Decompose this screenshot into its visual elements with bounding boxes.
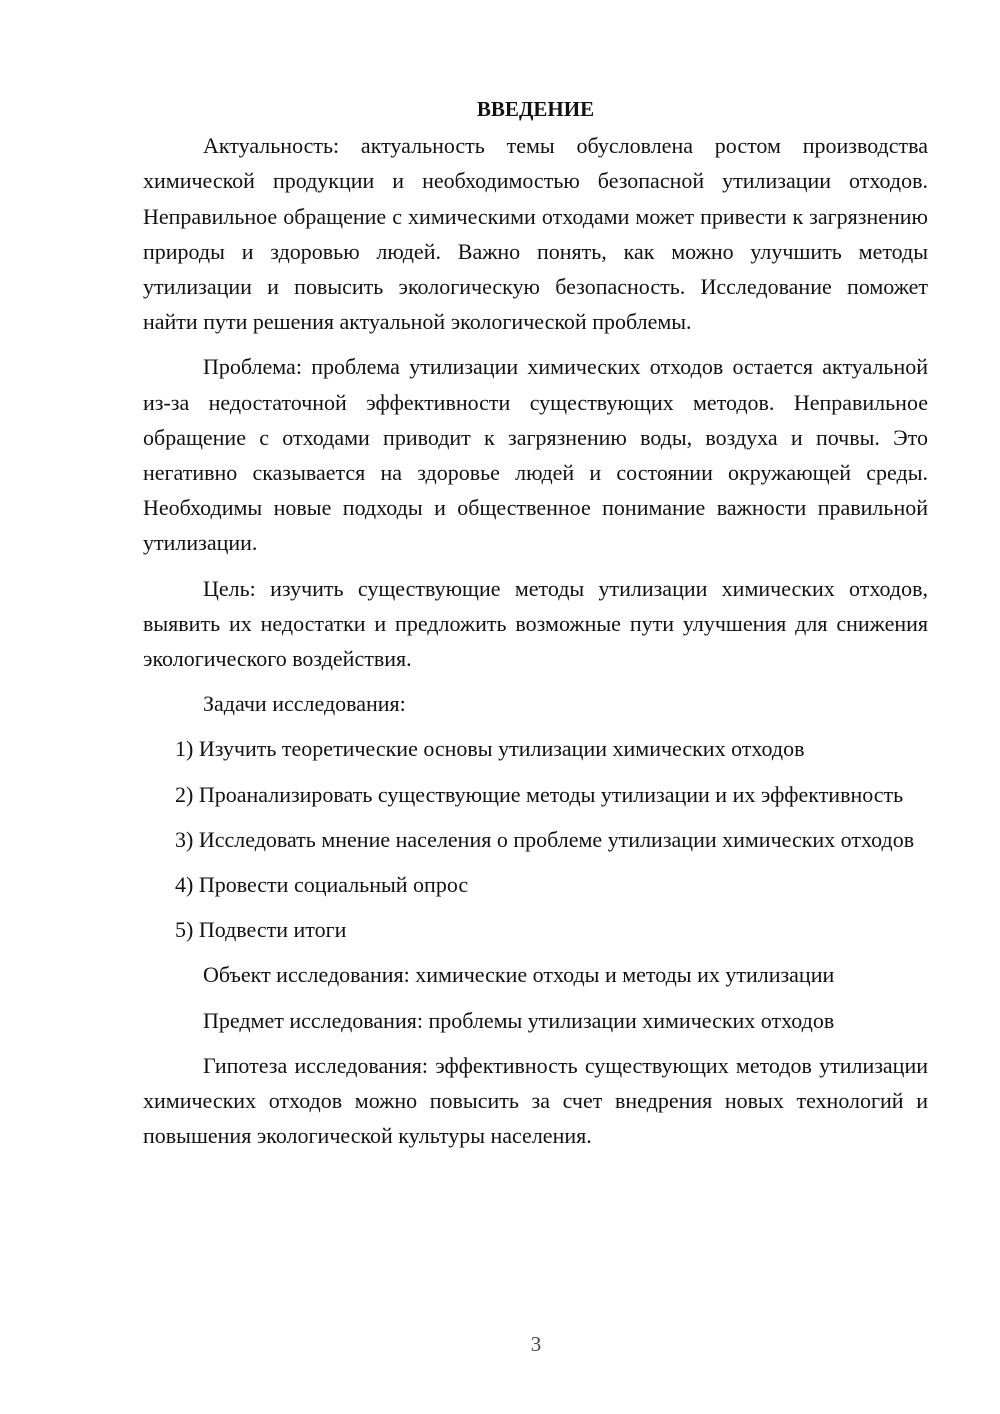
research-object: Объект исследования: химические отходы и методы их утилизации	[203, 962, 835, 988]
research-hypothesis: Гипотеза исследования: эффективность существующих методов утилизации химических отходов можно повысить за счет внедрения новых технологий и повышения экологической культуры населения.	[143, 1052, 928, 1149]
task-item-1: 1) Изучить теоретические основы утилизации химических отходов	[175, 736, 805, 762]
document-page	[143, 92, 928, 1163]
goal-paragraph: Цель: изучить существующие методы утилизации химических отходов, выявить их недостатки и предложить возможные пути улучшения для снижения экологического воздействия.	[143, 575, 928, 672]
tasks-heading: Задачи исследования:	[203, 691, 406, 717]
research-subject: Предмет исследования: проблемы утилизации химических отходов	[203, 1007, 835, 1033]
page-number: 3	[530, 1332, 542, 1356]
task-item-5: 5) Подвести итоги	[175, 917, 347, 943]
task-item-4: 4) Провести социальный опрос	[175, 872, 469, 898]
section-title: ВВЕДЕНИЕ	[476, 97, 595, 121]
task-item-3: 3) Исследовать мнение населения о проблеме утилизации химических отходов	[175, 826, 915, 852]
task-item-2: 2) Проанализировать существующие методы утилизации и их эффективность	[175, 781, 904, 807]
problem-paragraph: Проблема: проблема утилизации химических отходов остается актуальной из-за недостаточной эффективности существующих методов. Неправильное обращение с отходами приводит к загрязнению воды, воздуха и почвы. Это негативно сказывается на здоровье людей и состоянии окружающей среды. Необходимы новые подходы и общественное понимание важности правильной утилизации.	[143, 354, 928, 556]
relevance-paragraph: Актуальность: актуальность темы обусловлена ростом производства химической продукции и необходимостью безопасной утилизации отходов. Неправильное обращение с химическими отходами может привести к загрязнению природы и здоровью людей. Важно понять, как можно улучшить методы утилизации и повысить экологическую безопасность. Исследование поможет найти пути решения актуальной экологической проблемы.	[143, 133, 928, 335]
